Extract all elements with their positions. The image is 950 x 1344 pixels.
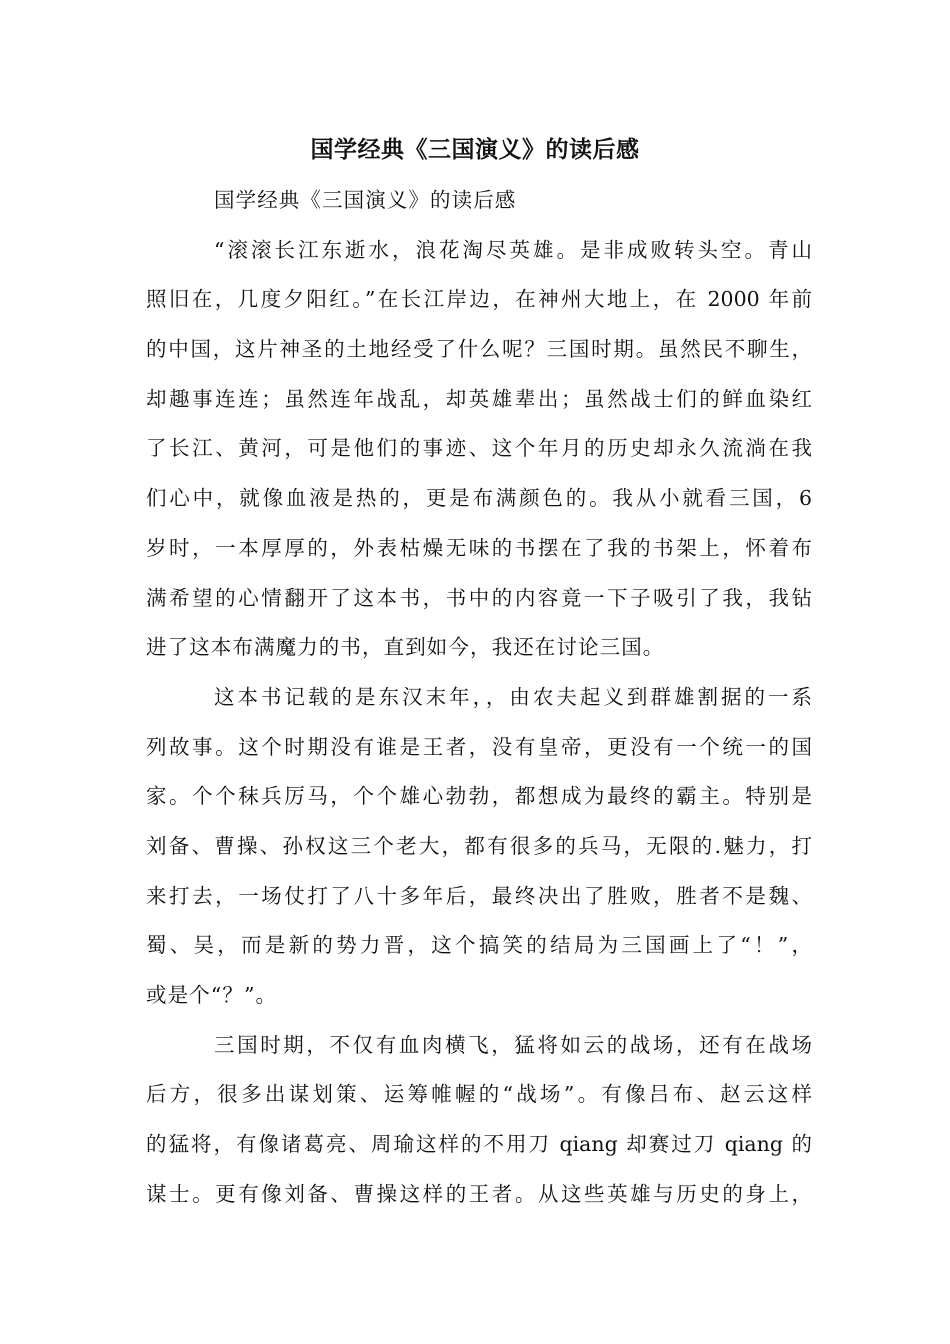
paragraph-line: 谋士。更有像刘备、曹操这样的王者。从这些英雄与历史的身上， — [146, 1181, 812, 1206]
paragraph-line: 满希望的心情翻开了这本书，书中的内容竟一下子吸引了我，我钻 — [146, 585, 812, 610]
document-body — [146, 184, 812, 1227]
paragraph-line: 刘备、曹操、孙权这三个老大，都有很多的兵马，无限的.魅力，打 — [146, 833, 812, 858]
paragraph-line: 了长江、黄河，可是他们的事迹、这个年月的历史却永久流淌在我 — [146, 436, 812, 461]
paragraph-line: 三国时期，不仅有血肉横飞，猛将如云的战场，还有在战场 — [214, 1032, 812, 1057]
paragraph-line: 的猛将，有像诸葛亮、周瑜这样的不用刀 qiang 却赛过刀 qiang 的 — [146, 1132, 812, 1157]
paragraph-line: 这本书记载的是东汉末年，，由农夫起义到群雄割据的一系 — [214, 684, 812, 709]
paragraph-line: 家。个个秣兵厉马，个个雄心勃勃，都想成为最终的霸主。特别是 — [146, 784, 812, 809]
paragraph-line: “滚滚长江东逝水，浪花淘尽英雄。是非成败转头空。青山 — [214, 237, 812, 262]
paragraph-line: 或是个“？”。 — [146, 983, 278, 1007]
paragraph-line: 岁时，一本厚厚的，外表枯燥无味的书摆在了我的书架上，怀着布 — [146, 535, 812, 560]
paragraph-line: 后方，很多出谋划策、运筹帷幄的“战场”。有像吕布、赵云这样 — [146, 1082, 812, 1107]
paragraph-line: 的中国，这片神圣的土地经受了什么呢？三国时期。虽然民不聊生， — [146, 337, 812, 362]
paragraph-line: 列故事。这个时期没有谁是王者，没有皇帝，更没有一个统一的国 — [146, 734, 812, 759]
document-title: 国学经典《三国演义》的读后感 — [310, 137, 640, 163]
subtitle-line: 国学经典《三国演义》的读后感 — [214, 188, 517, 212]
paragraph-line: 来打去，一场仗打了八十多年后，最终决出了胜败，胜者不是魏、 — [146, 883, 812, 908]
paragraph-line: 照旧在，几度夕阳红。”在长江岸边，在神州大地上，在 2000 年前 — [146, 287, 812, 312]
paragraph-line: 蜀、吴，而是新的势力晋，这个搞笑的结局为三国画上了“！”， — [146, 933, 812, 958]
paragraph-line: 却趣事连连；虽然连年战乱，却英雄辈出；虽然战士们的鲜血染红 — [146, 386, 812, 411]
paragraph-line: 们心中，就像血液是热的，更是布满颜色的。我从小就看三国，6 — [146, 486, 812, 511]
paragraph-line: 进了这本布满魔力的书，直到如今，我还在讨论三国。 — [146, 635, 665, 660]
